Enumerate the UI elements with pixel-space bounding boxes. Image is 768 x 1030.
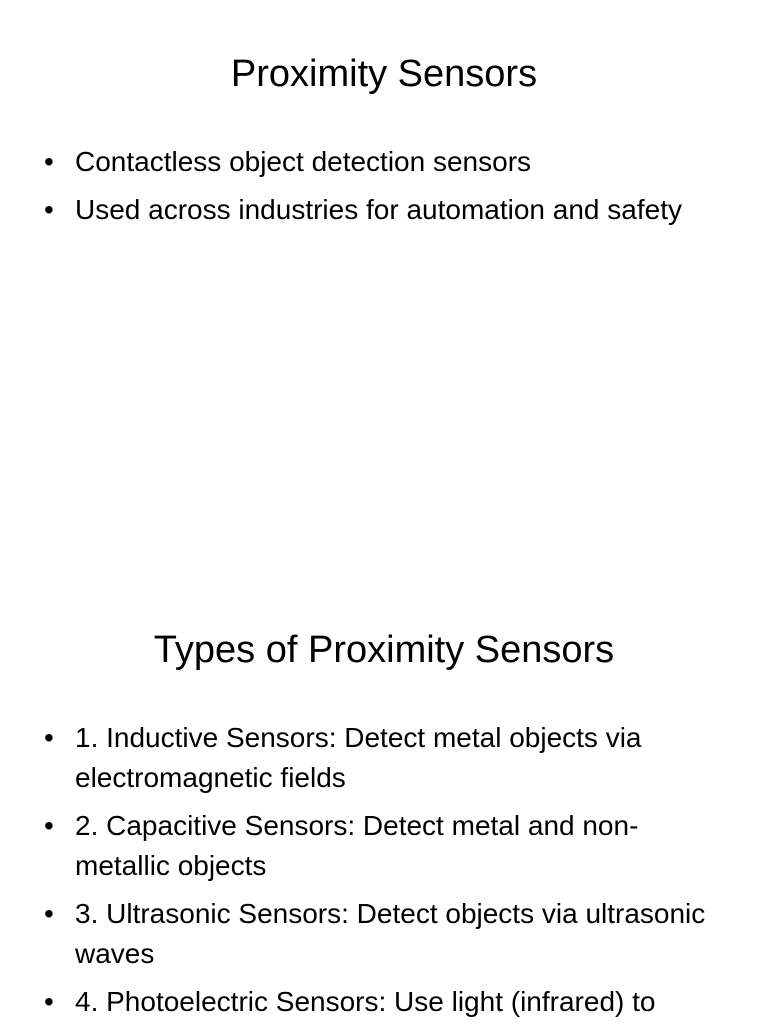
slide-title: Types of Proximity Sensors — [153, 629, 615, 671]
bullet-list — [40, 142, 730, 238]
bullet-icon: • — [44, 146, 54, 177]
bullet-list — [40, 718, 730, 1030]
bullet-item — [40, 142, 730, 182]
bullet-icon: • — [44, 194, 54, 225]
bullet-text: Contactless object detection sensors — [75, 146, 532, 177]
bullet-icon: • — [44, 898, 54, 929]
bullet-item — [40, 718, 730, 798]
slide-title: Proximity Sensors — [230, 53, 538, 95]
bullet-text: Used across industries for automation and safety — [75, 194, 682, 225]
bullet-text: 2. Capacitive Sensors: Detect metal and non-metallic objects — [75, 810, 639, 881]
bullet-icon: • — [44, 986, 54, 1017]
bullet-item — [40, 982, 730, 1022]
bullet-text: 4. Photoelectric Sensors: Use light (infrared) to — [75, 986, 656, 1017]
bullet-icon: • — [44, 722, 54, 753]
bullet-item — [40, 190, 730, 230]
slide-types-of-proximity-sensors — [0, 576, 768, 1024]
bullet-text: 3. Ultrasonic Sensors: Detect objects via ultrasonic waves — [75, 898, 706, 969]
bullet-icon: • — [44, 810, 54, 841]
bullet-item — [40, 806, 730, 886]
bullet-item — [40, 894, 730, 974]
bullet-text: 1. Inductive Sensors: Detect metal objects via electromagnetic fields — [75, 722, 642, 793]
